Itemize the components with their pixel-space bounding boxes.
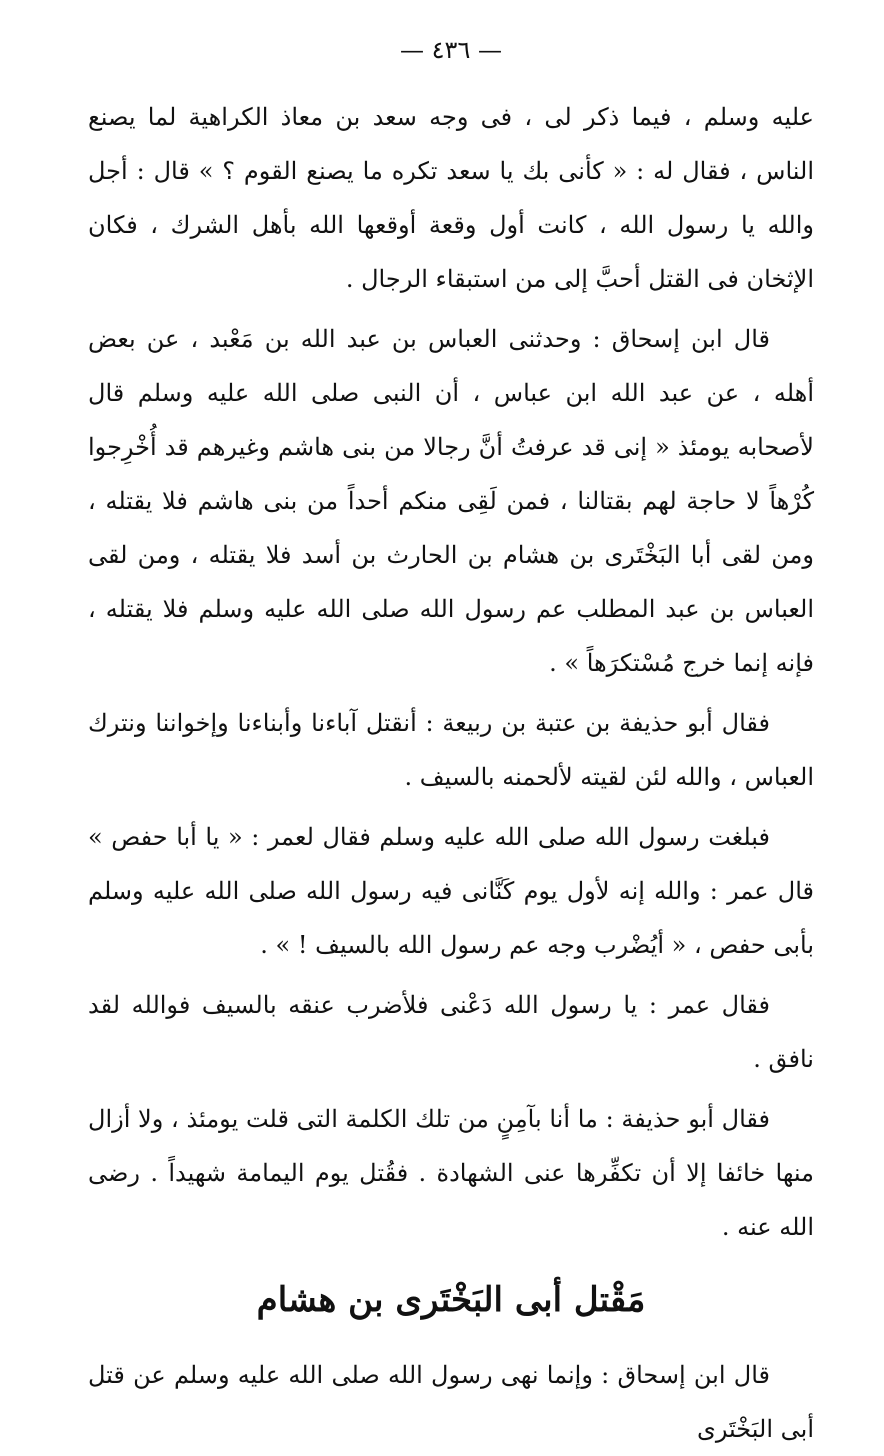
paragraph: فقال أبو حذيفة : ما أنا بآمِنٍ من تلك الكلمة التى قلت يومئذ ، ولا أزال منها خائفا إلا أن تكفِّرها عنى الشهادة . فقُتل يوم اليمامة شهيداً . رضى الله عنه . [88, 1105, 814, 1241]
paragraph: فقال أبو حذيفة بن عتبة بن ربيعة : أنقتل آباءنا وأبناءنا وإخواننا ونترك العباس ، والله لئن لقيته لألحمنه بالسيف . [88, 709, 814, 791]
paragraph: قال ابن إسحاق : وحدثنى العباس بن عبد الله بن مَعْبد ، عن بعض أهله ، عن عبد الله ابن عباس ، أن النبى صلى الله عليه وسلم قال لأصحابه يومئذ « إنى قد عرفتُ أنَّ رجالا من بنى هاشم وغيرهم قد أُخْرِجوا كُرْهاً لا حاجة لهم بقتالنا ، فمن لَقِى منكم أحداً من بنى هاشم فلا يقتله ، ومن لقى أبا البَخْتَرى بن هشام بن الحارث بن أسد فلا يقتله ، ومن لقى العباس بن عبد المطلب عم رسول الله صلى الله عليه وسلم فلا يقتله ، فإنه إنما خرج مُسْتكرَهاً » . [88, 325, 814, 677]
paragraph: قال ابن إسحاق : وإنما نهى رسول الله صلى الله عليه وسلم عن قتل أبى البَخْتَرى [88, 1361, 814, 1443]
section-heading: مَقْتل أبى البَخْتَرى بن هشام [256, 1280, 646, 1320]
page-body [88, 90, 814, 1456]
page-number: — ٤٣٦ — [400, 36, 502, 64]
paragraph: عليه وسلم ، فيما ذكر لى ، فى وجه سعد بن معاذ الكراهية لما يصنع الناس ، فقال له : « كأنى بك يا سعد تكره ما يصنع القوم ؟ » قال : أجل والله يا رسول الله ، كانت أول وقعة أوقعها الله بأهل الشرك ، فكان الإثخان فى القتل أحبَّ إلى من استبقاء الرجال . [88, 103, 815, 293]
paragraph: فقال عمر : يا رسول الله دَعْنى فلأضرب عنقه بالسيف فوالله لقد نافق . [88, 991, 814, 1073]
book-page [88, 30, 815, 1443]
paragraph: فبلغت رسول الله صلى الله عليه وسلم فقال لعمر : « يا أبا حفص » قال عمر : والله إنه لأول يوم كَنَّانى فيه رسول الله صلى الله عليه وسلم بأبى حفص ، « أيُضْرب وجه عم رسول الله بالسيف ! » . [88, 823, 814, 959]
